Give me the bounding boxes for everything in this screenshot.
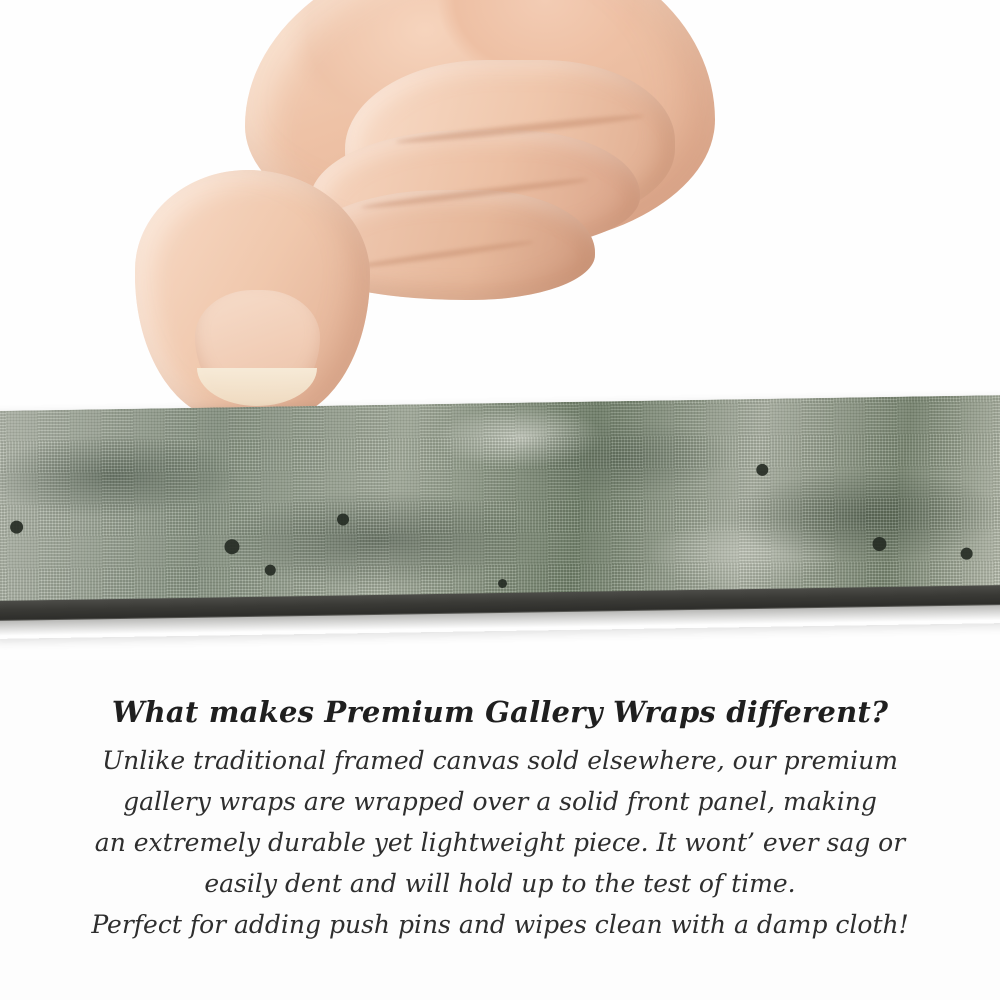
caption-line: Unlike traditional framed canvas sold elsewhere, our premium [102, 746, 898, 775]
caption-heading: What makes Premium Gallery Wraps different? [111, 695, 889, 729]
canvas-speck [498, 579, 507, 588]
canvas-speck [265, 565, 276, 576]
thumbnail-tip [197, 368, 317, 406]
canvas-speck [224, 539, 239, 554]
canvas-speck [10, 520, 23, 533]
caption-block [0, 690, 1000, 945]
thumb [135, 170, 370, 420]
canvas-weave-texture [0, 395, 1000, 603]
hand-illustration [95, 0, 715, 440]
caption-line: Perfect for adding push pins and wipes clean with a damp cloth! [91, 910, 909, 939]
caption-line: an extremely durable yet lightweight piece. It wont’ ever sag or [94, 828, 906, 857]
canvas-speck [756, 464, 768, 476]
caption-line: gallery wraps are wrapped over a solid front panel, making [123, 787, 877, 816]
canvas-gallery-wrap-slab [0, 395, 1000, 639]
caption-line: easily dent and will hold up to the test of time. [204, 869, 796, 898]
